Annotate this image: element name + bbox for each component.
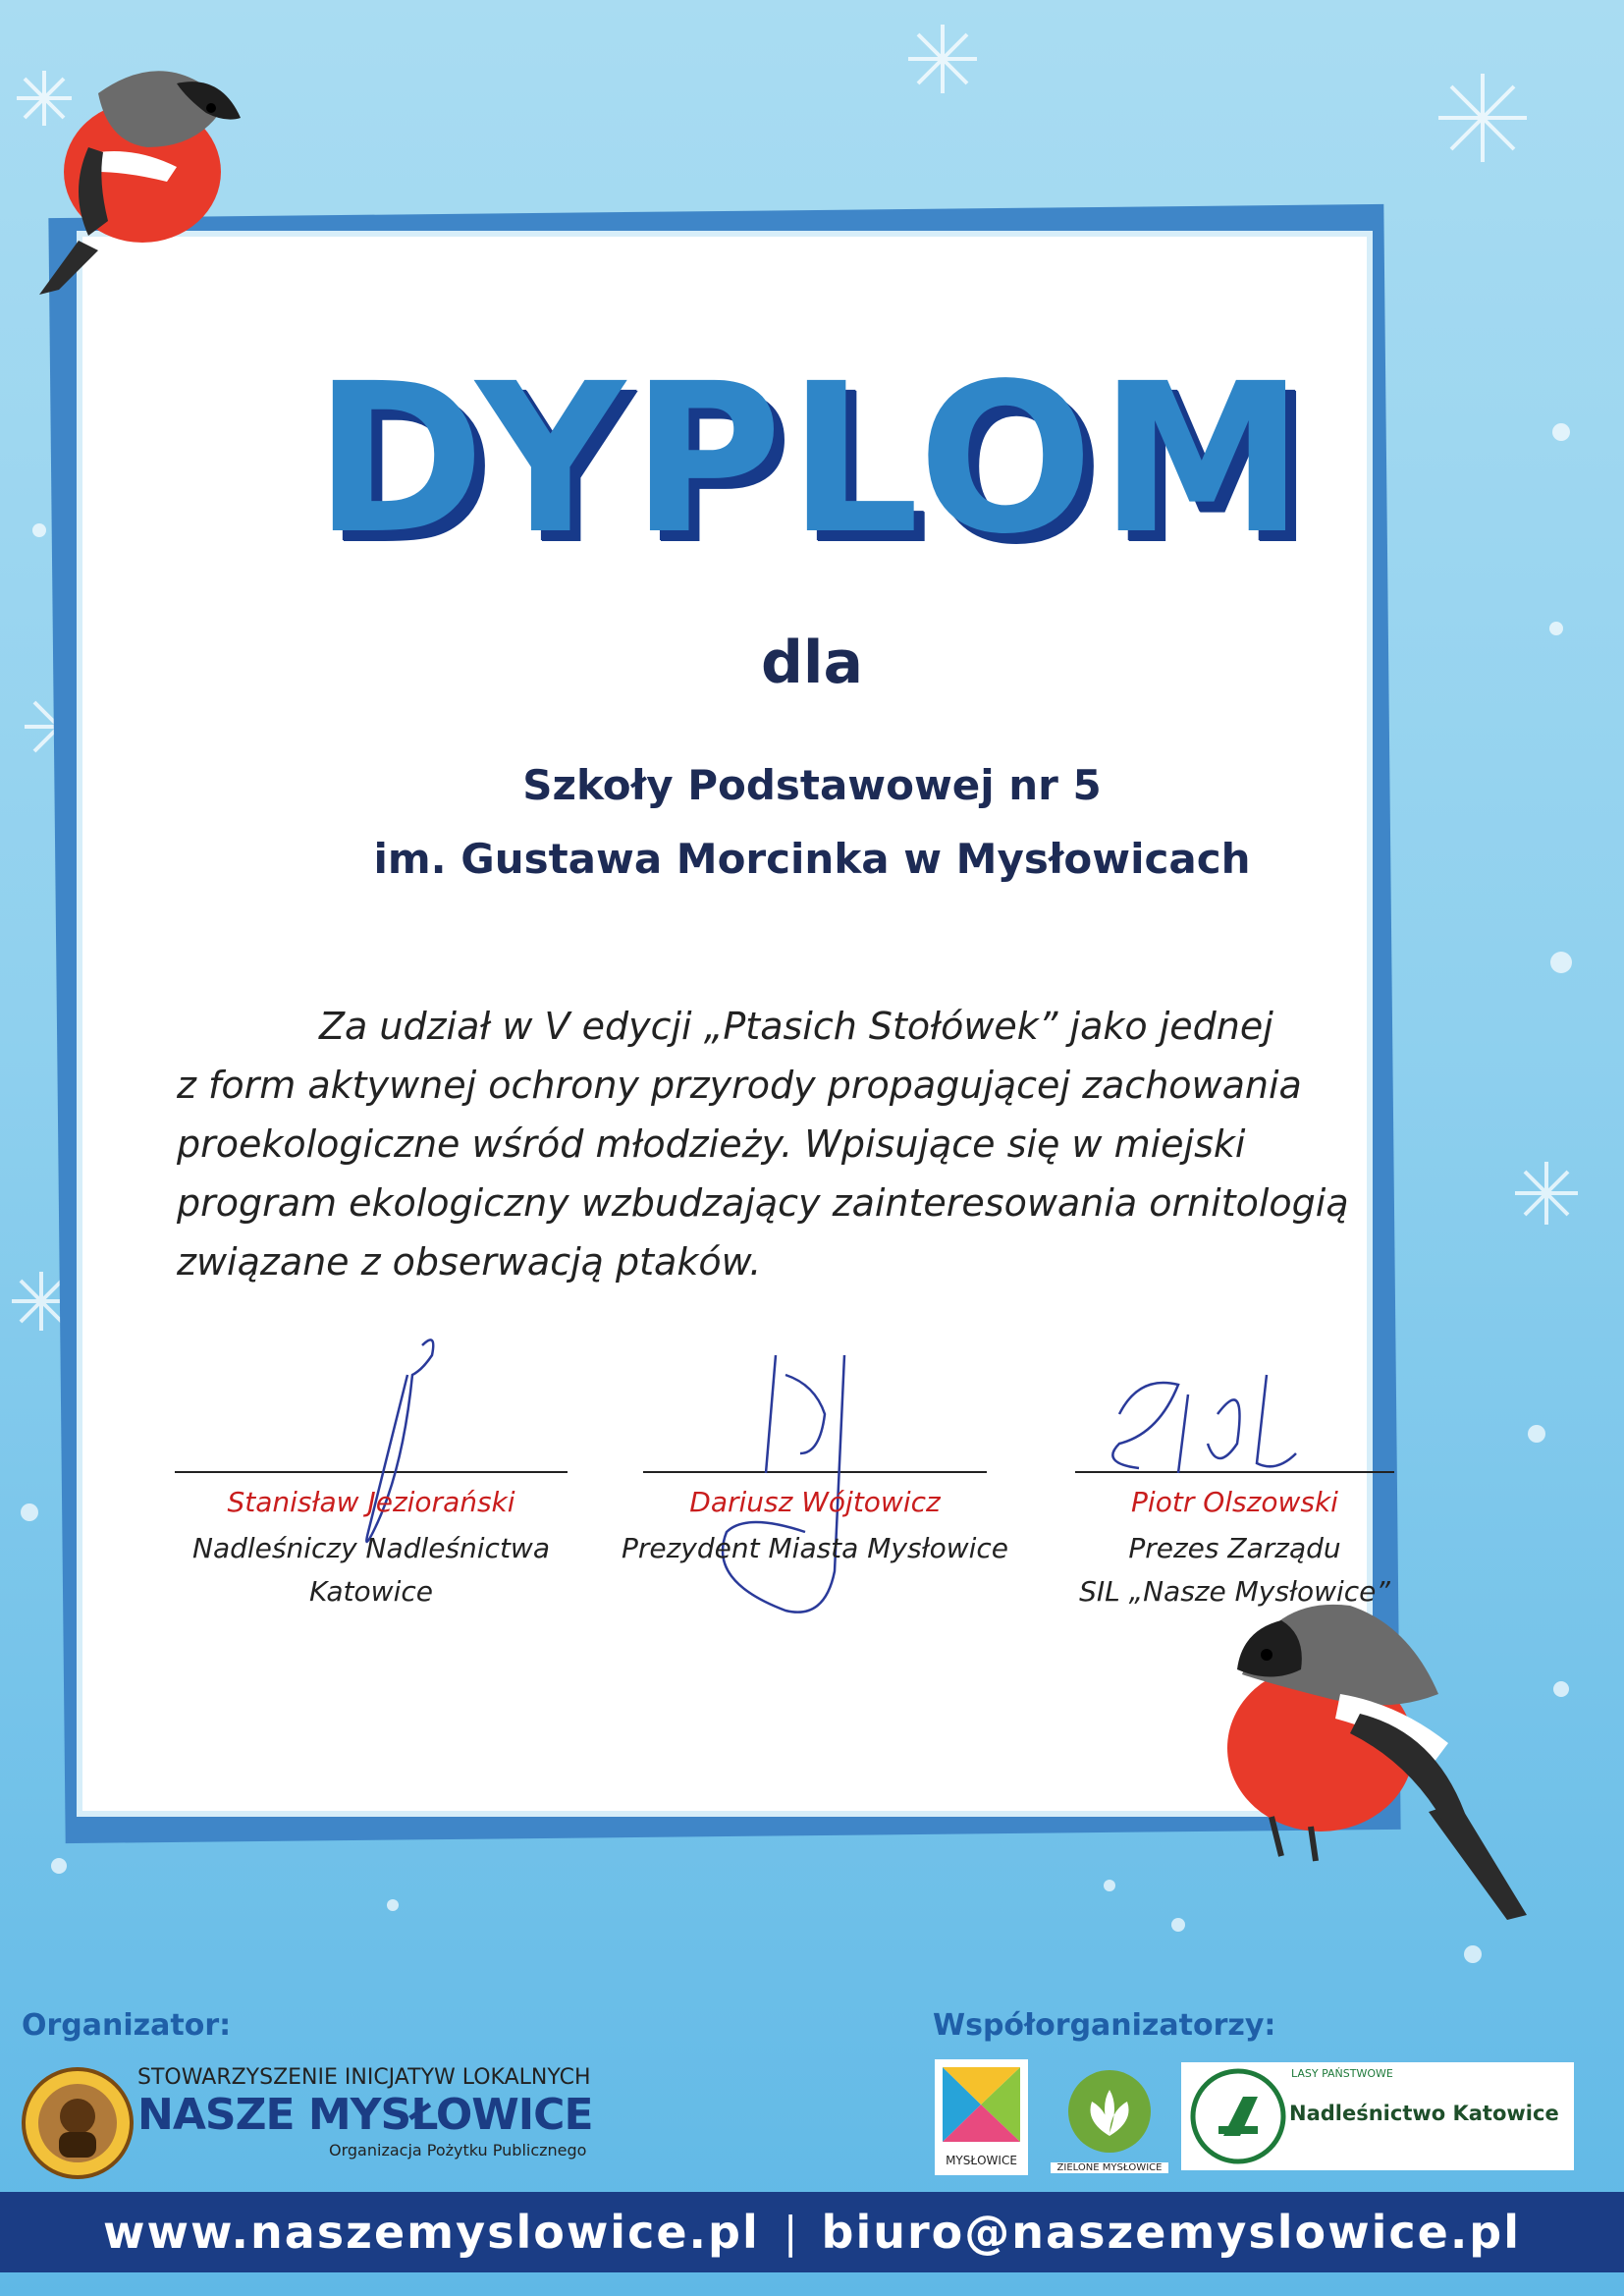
myslowice-logo-icon (935, 2059, 1028, 2150)
signature-role-1 (137, 1527, 605, 1613)
nasze-myslowice-emblem-icon (22, 2067, 135, 2180)
recipient-line-2: im. Gustawa Morcinka w Mysłowicach (373, 835, 1251, 883)
email-link[interactable]: biuro@naszemyslowice.pl (821, 2206, 1521, 2259)
org-logo-line3: Organizacja Pożytku Publicznego (329, 2141, 587, 2159)
org-logo-line1: STOWARZYSZENIE INICJATYW LOKALNYCH (137, 2065, 591, 2090)
role-line: Nadleśniczy Nadleśnictwa (192, 1532, 550, 1564)
zielone-myslowice-logo (1051, 2062, 1168, 2180)
signature-mark (1112, 1375, 1296, 1473)
body-line: Za udział w V edycji „Ptasich Stołówek” jako jednej (319, 1005, 1273, 1048)
body-line: związane z obserwacją ptaków. (177, 1240, 762, 1284)
body-line: program ekologiczny wzbudzający zainteresowania ornitologią (177, 1181, 1349, 1225)
body-line: z form aktywnej ochrony przyrody propagującej zachowania (177, 1064, 1302, 1107)
nadlesnictwo-logo (1181, 2062, 1574, 2170)
website-link[interactable]: www.naszemyslowice.pl (102, 2206, 760, 2259)
body-line: proekologiczne wśród młodzieży. Wpisujące się w miejski (177, 1122, 1246, 1166)
contact-separator: | (783, 2207, 798, 2258)
myslowice-logo (935, 2059, 1028, 2175)
nadlesnictwo-logo-text: Nadleśnictwo Katowice (1289, 2102, 1559, 2125)
signature-role-3 (1021, 1527, 1448, 1613)
zielone-logo-text: ZIELONE MYSŁOWICE (1051, 2162, 1168, 2173)
leaf-circle-icon (1051, 2062, 1168, 2159)
diploma-for-word: dla (760, 629, 863, 697)
role-line: Prezydent Miasta Mysłowice (621, 1532, 1009, 1564)
org-logo-line2: NASZE MYSŁOWICE (137, 2090, 593, 2140)
lasy-logo-text: LASY PAŃSTWOWE (1291, 2067, 1393, 2080)
signature-name-2: Dariusz Wójtowicz (689, 1486, 941, 1518)
signature-name-1: Stanisław Jeziorański (227, 1486, 515, 1518)
organizer-label: Organizator: (22, 2008, 232, 2043)
diploma-title: DYPLOM (313, 339, 1311, 579)
role-line: Prezes Zarządu (1128, 1532, 1341, 1564)
signature-role-2 (589, 1527, 1041, 1570)
myslowice-logo-text: MYSŁOWICE (946, 2154, 1017, 2167)
signature-mark (723, 1355, 844, 1613)
role-line: SIL „Nasze Mysłowice” (1079, 1575, 1390, 1608)
coorganizers-label: Współorganizatorzy: (933, 2008, 1276, 2043)
signature-name-3: Piotr Olszowski (1131, 1486, 1338, 1518)
lasy-panstwowe-icon (1189, 2067, 1287, 2165)
role-line: Katowice (309, 1575, 433, 1608)
recipient-line-1: Szkoły Podstawowej nr 5 (522, 761, 1102, 809)
contact-stripe (0, 2192, 1624, 2272)
